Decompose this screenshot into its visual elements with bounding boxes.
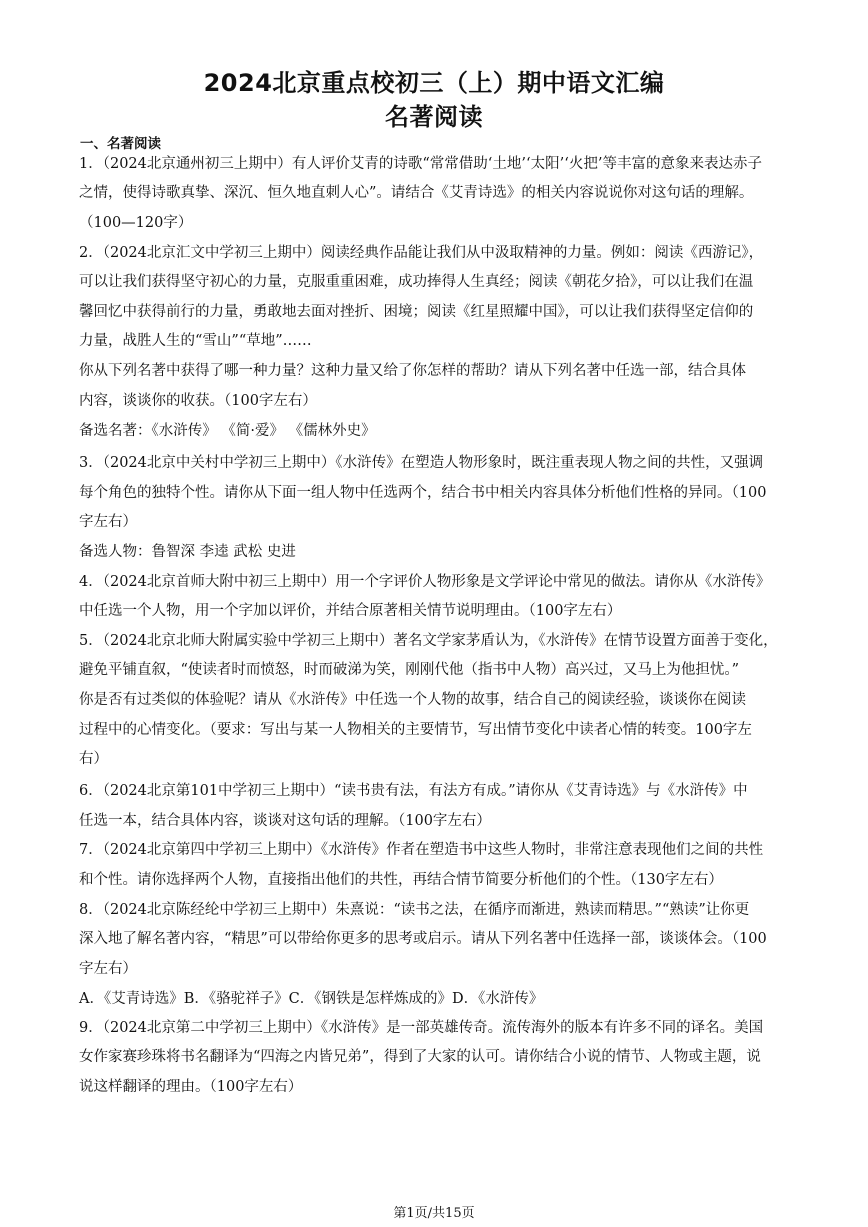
text-line: 之情，使得诗歌真挚、深沉、恒久地直刺人心”。请结合《艾青诗选》的相关内容说说你对这句话的理解。 bbox=[79, 185, 754, 201]
text-line: 1．（2024北京通州初三上期中）有人评价艾青的诗歌“常常借助‘土地’‘太阳’‘火把’等丰富的意象来表达赤子 bbox=[79, 156, 762, 172]
document-title: 2024北京重点校初三（上）期中语文汇编 bbox=[203, 69, 665, 97]
text-line: 内容，谈谈你的收获。（100字左右） bbox=[79, 393, 317, 409]
text-line: 4．（2024北京首师大附中初三上期中）用一个字评价人物形象是文学评论中常见的做法。请你从《水浒传》 bbox=[79, 574, 771, 590]
text-line: 女作家赛珍珠将书名翻译为“四海之内皆兄弟”，得到了大家的认可。请你结合小说的情节、人物或主题，说 bbox=[79, 1049, 761, 1065]
text-line: 字左右） bbox=[79, 961, 137, 977]
text-line: 备选人物：鲁智深 李逵 武松 史进 bbox=[79, 544, 296, 560]
text-line: 你从下列名著中获得了哪一种力量？这种力量又给了你怎样的帮助？请从下列名著中任选一部，结合具体 bbox=[79, 363, 746, 379]
text-line: 可以让我们获得坚守初心的力量，克服重重困难，成功捧得人生真经；阅读《朝花夕拾》，可以让我们在温 bbox=[79, 274, 754, 290]
text-line: 避免平铺直叙，“使读者时而愤怒，时而破涕为笑，刚刚代他（指书中人物）高兴过，又马上为他担忧。” bbox=[79, 662, 740, 678]
text-line: 6．（2024北京第101中学初三上期中）“读书贵有法，有法方有成。”请你从《艾青诗选》与《水浒传》中 bbox=[79, 783, 748, 799]
section-heading: 一、名著阅读 bbox=[80, 136, 161, 152]
text-line: 右） bbox=[79, 751, 108, 767]
text-line: A．《艾青诗选》B．《骆驼祥子》C．《钢铁是怎样炼成的》D．《水浒传》 bbox=[79, 991, 544, 1007]
text-line: 和个性。请你选择两个人物，直接指出他们的共性，再结合情节简要分析他们的个性。（130字左右） bbox=[79, 872, 723, 888]
text-line: 备选名著：《水浒传》 《简·爱》 《儒林外史》 bbox=[79, 423, 376, 439]
text-line: 8．（2024北京陈经纶中学初三上期中）朱熹说：“读书之法，在循序而渐进，熟读而精思。”“熟读”让你更 bbox=[79, 902, 750, 918]
text-line: 你是否有过类似的体验呢？请从《水浒传》中任选一个人物的故事，结合自己的阅读经验，谈谈你在阅读 bbox=[79, 692, 746, 708]
text-line: 馨回忆中获得前行的力量，勇敢地去面对挫折、困境；阅读《红星照耀中国》，可以让我们获得坚定信仰的 bbox=[79, 304, 754, 320]
text-line: 深入地了解名著内容，“精思”可以带给你更多的思考或启示。请从下列名著中任选择一部，谈谈体会。（100 bbox=[79, 931, 767, 947]
text-line: 5．（2024北京北师大附属实验中学初三上期中）著名文学家茅盾认为，《水浒传》在情节设置方面善于变化， bbox=[79, 633, 778, 649]
text-line: 过程中的心情变化。（要求：写出与某一人物相关的主要情节，写出情节变化中读者心情的转变。100字左 bbox=[79, 722, 752, 738]
text-line: 9．（2024北京第二中学初三上期中）《水浒传》是一部英雄传奇。流传海外的版本有许多不同的译名。美国 bbox=[79, 1020, 764, 1036]
text-line: 任选一本，结合具体内容，谈谈对这句话的理解。（100字左右） bbox=[79, 813, 491, 829]
text-line: 3．（2024北京中关村中学初三上期中）《水浒传》在塑造人物形象时，既注重表现人物之间的共性，又强调 bbox=[79, 455, 764, 471]
text-line: 7．（2024北京第四中学初三上期中）《水浒传》作者在塑造书中这些人物时，非常注意表现他们之间的共性 bbox=[79, 842, 764, 858]
document-subtitle: 名著阅读 bbox=[385, 103, 483, 131]
text-line: 力量，战胜人生的“雪山”“草地”…… bbox=[79, 333, 312, 349]
text-line: 每个角色的独特个性。请你从下面一组人物中任选两个，结合书中相关内容具体分析他们性格的异同。（100 bbox=[79, 485, 767, 501]
text-line: （100—120字） bbox=[79, 215, 193, 231]
text-line: 中任选一个人物，用一个字加以评价，并结合原著相关情节说明理由。（100字左右） bbox=[79, 603, 622, 619]
text-line: 2．（2024北京汇文中学初三上期中）阅读经典作品能让我们从中汲取精神的力量。例如：阅读《西游记》， bbox=[79, 245, 764, 261]
text-line: 字左右） bbox=[79, 514, 137, 530]
page-number: 第1页/共15页 bbox=[393, 1206, 475, 1221]
text-line: 说这样翻译的理由。（100字左右） bbox=[79, 1079, 303, 1095]
